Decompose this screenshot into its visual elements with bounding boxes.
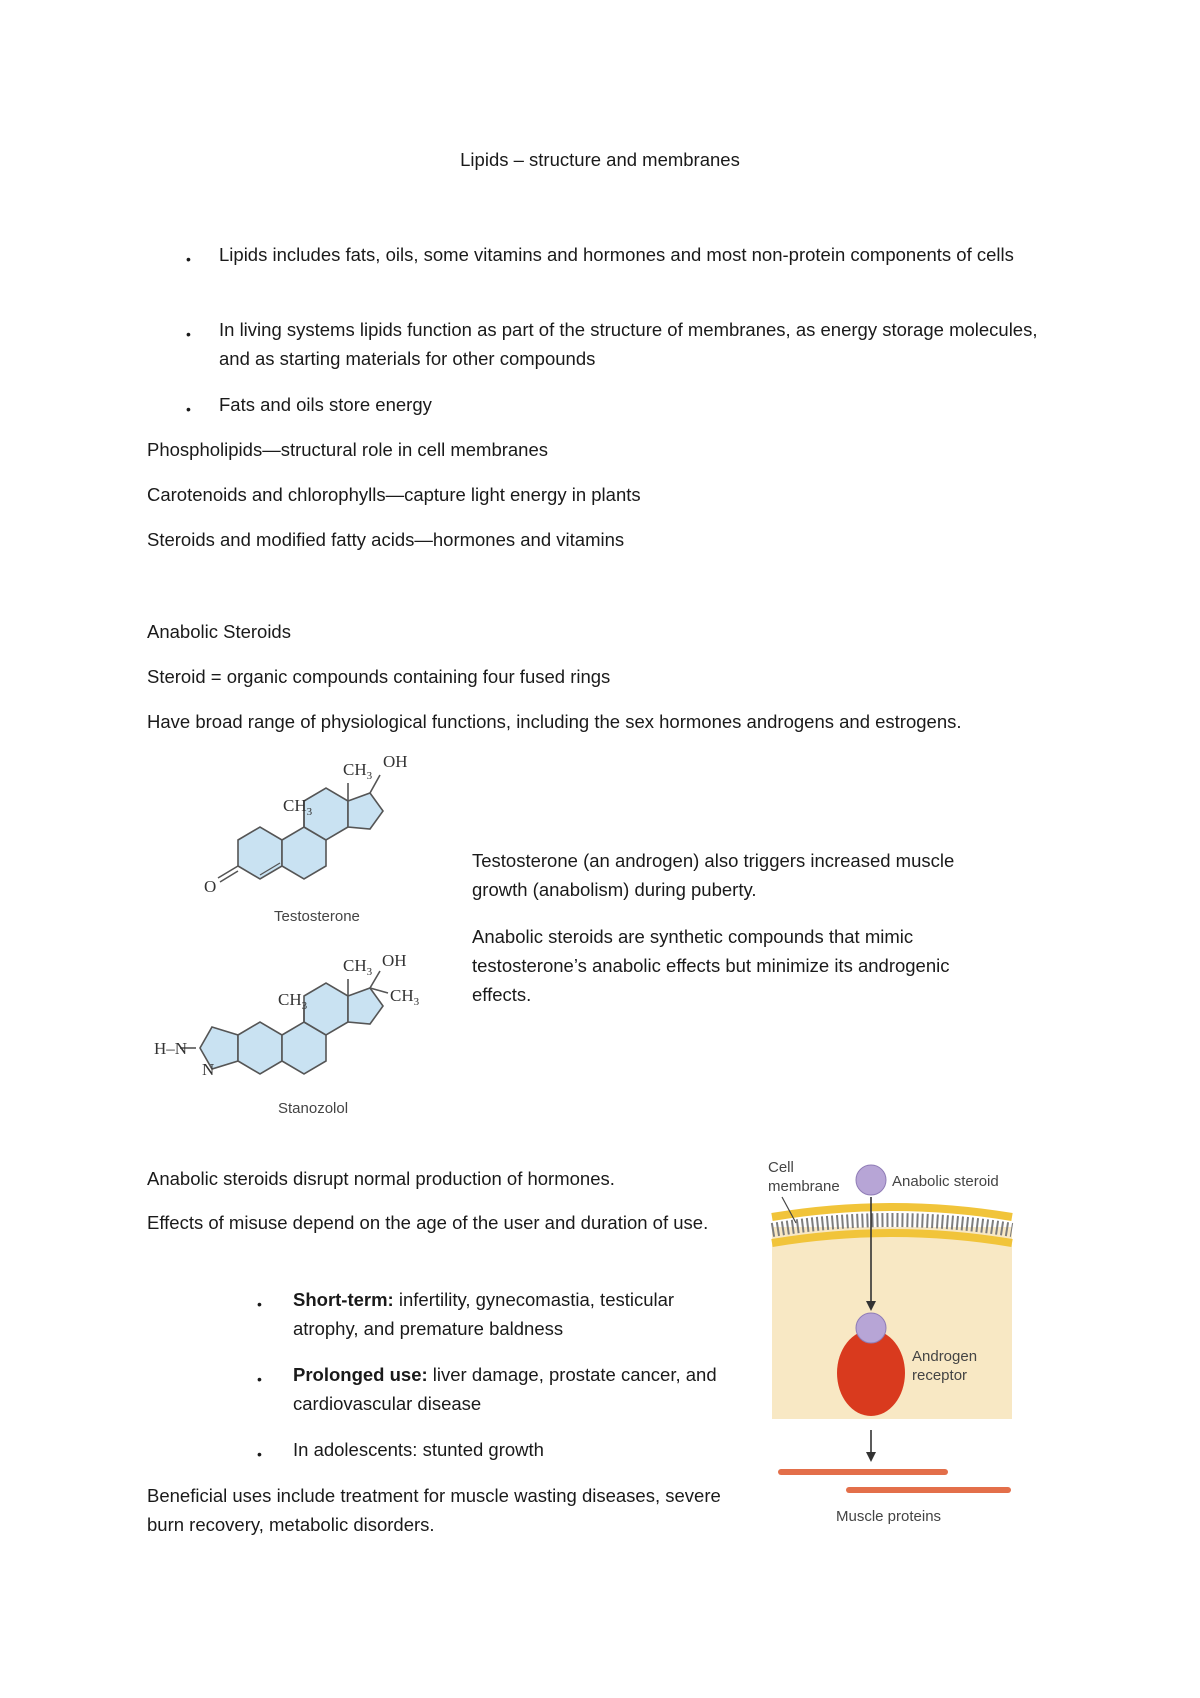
- synthetic-paragraph: Anabolic steroids are synthetic compounds that mimic testosterone’s anabolic effects but minimize its androgenic effects.: [472, 926, 950, 1005]
- muscle-protein-fiber: [778, 1469, 948, 1475]
- anabolic-steroid-molecule: [856, 1165, 886, 1195]
- steroid-functions: Have broad range of physiological functions, including the sex hormones androgens and estrogens.: [147, 711, 962, 732]
- category-steroids: Steroids and modified fatty acids—hormones and vitamins: [147, 529, 625, 550]
- bullet-dot: •: [186, 326, 191, 342]
- muscle-proteins-label: Muscle proteins: [836, 1508, 942, 1525]
- ring-d: [348, 988, 383, 1024]
- cell-membrane-label: Cell membrane: [768, 1159, 840, 1195]
- bound-steroid: [856, 1313, 886, 1343]
- intro-bullet: Lipids includes fats, oils, some vitamins and hormones and most non-protein components of cells: [219, 244, 1014, 265]
- stanozolol-structure: [150, 935, 460, 1125]
- effect-bullet-adolescents: In adolescents: stunted growth: [293, 1439, 544, 1460]
- disrupt-paragraph: Anabolic steroids disrupt normal production of hormones.: [147, 1168, 615, 1189]
- effect-bullet-prolonged: Prolonged use: liver damage, prostate cancer, and cardiovascular disease: [293, 1364, 717, 1414]
- anabolic-steroid-label: Anabolic steroid: [892, 1173, 999, 1190]
- ch3-mid-label: $CH_3$: [278, 990, 308, 1012]
- steroid-definition: Steroid = organic compounds containing four fused rings: [147, 666, 611, 687]
- page-title: Lipids – structure and membranes: [460, 149, 740, 170]
- bullet-dot: •: [257, 1296, 262, 1312]
- hn-label: H–N: [154, 1039, 188, 1058]
- category-phospholipids: Phospholipids—structural role in cell membranes: [147, 439, 549, 460]
- testosterone-structure: [190, 745, 450, 925]
- oh-label: OH: [382, 951, 407, 970]
- bullet-dot: •: [257, 1446, 262, 1462]
- bullet-dot: •: [257, 1371, 262, 1387]
- ring-a: [238, 1022, 282, 1074]
- section-heading-anabolic-steroids: Anabolic Steroids: [147, 621, 291, 642]
- intro-bullet: In living systems lipids function as part of the structure of membranes, as energy storage molecules, and as starting materials for other compounds: [219, 319, 1038, 369]
- androgen-mechanism-diagram: [760, 1155, 1030, 1540]
- stanozolol-label: Stanozolol: [278, 1100, 349, 1117]
- testosterone-paragraph: Testosterone (an androgen) also triggers increased muscle growth (anabolism) during puberty.: [472, 850, 955, 900]
- ch3-top-label: $CH_3$: [343, 760, 373, 782]
- ring-a: [238, 827, 282, 879]
- beneficial-paragraph: Beneficial uses include treatment for muscle wasting diseases, severe burn recovery, metabolic disorders.: [147, 1485, 721, 1535]
- muscle-protein-fiber: [846, 1487, 1011, 1493]
- testosterone-label: Testosterone: [274, 908, 360, 925]
- ch3-mid-label: $CH_3$: [283, 796, 313, 818]
- effects-paragraph: Effects of misuse depend on the age of the user and duration of use.: [147, 1212, 709, 1233]
- nitrogen-label: N: [202, 1060, 215, 1079]
- ring-d: [348, 793, 383, 829]
- ch3-top-label: $CH_3$: [343, 956, 373, 978]
- androgen-receptor-label: Androgen receptor: [912, 1348, 978, 1384]
- intro-bullet: Fats and oils store energy: [219, 394, 432, 415]
- effect-bullet-short-term: Short-term: infertility, gynecomastia, testicular atrophy, and premature baldness: [293, 1289, 675, 1339]
- category-carotenoids: Carotenoids and chlorophylls—capture light energy in plants: [147, 484, 641, 505]
- bullet-dot: •: [186, 401, 191, 417]
- bullet-dot: •: [186, 251, 191, 267]
- ch3-side-label: $CH_3$: [390, 986, 420, 1008]
- oxygen-label: O: [204, 877, 217, 896]
- oh-label: OH: [383, 752, 408, 771]
